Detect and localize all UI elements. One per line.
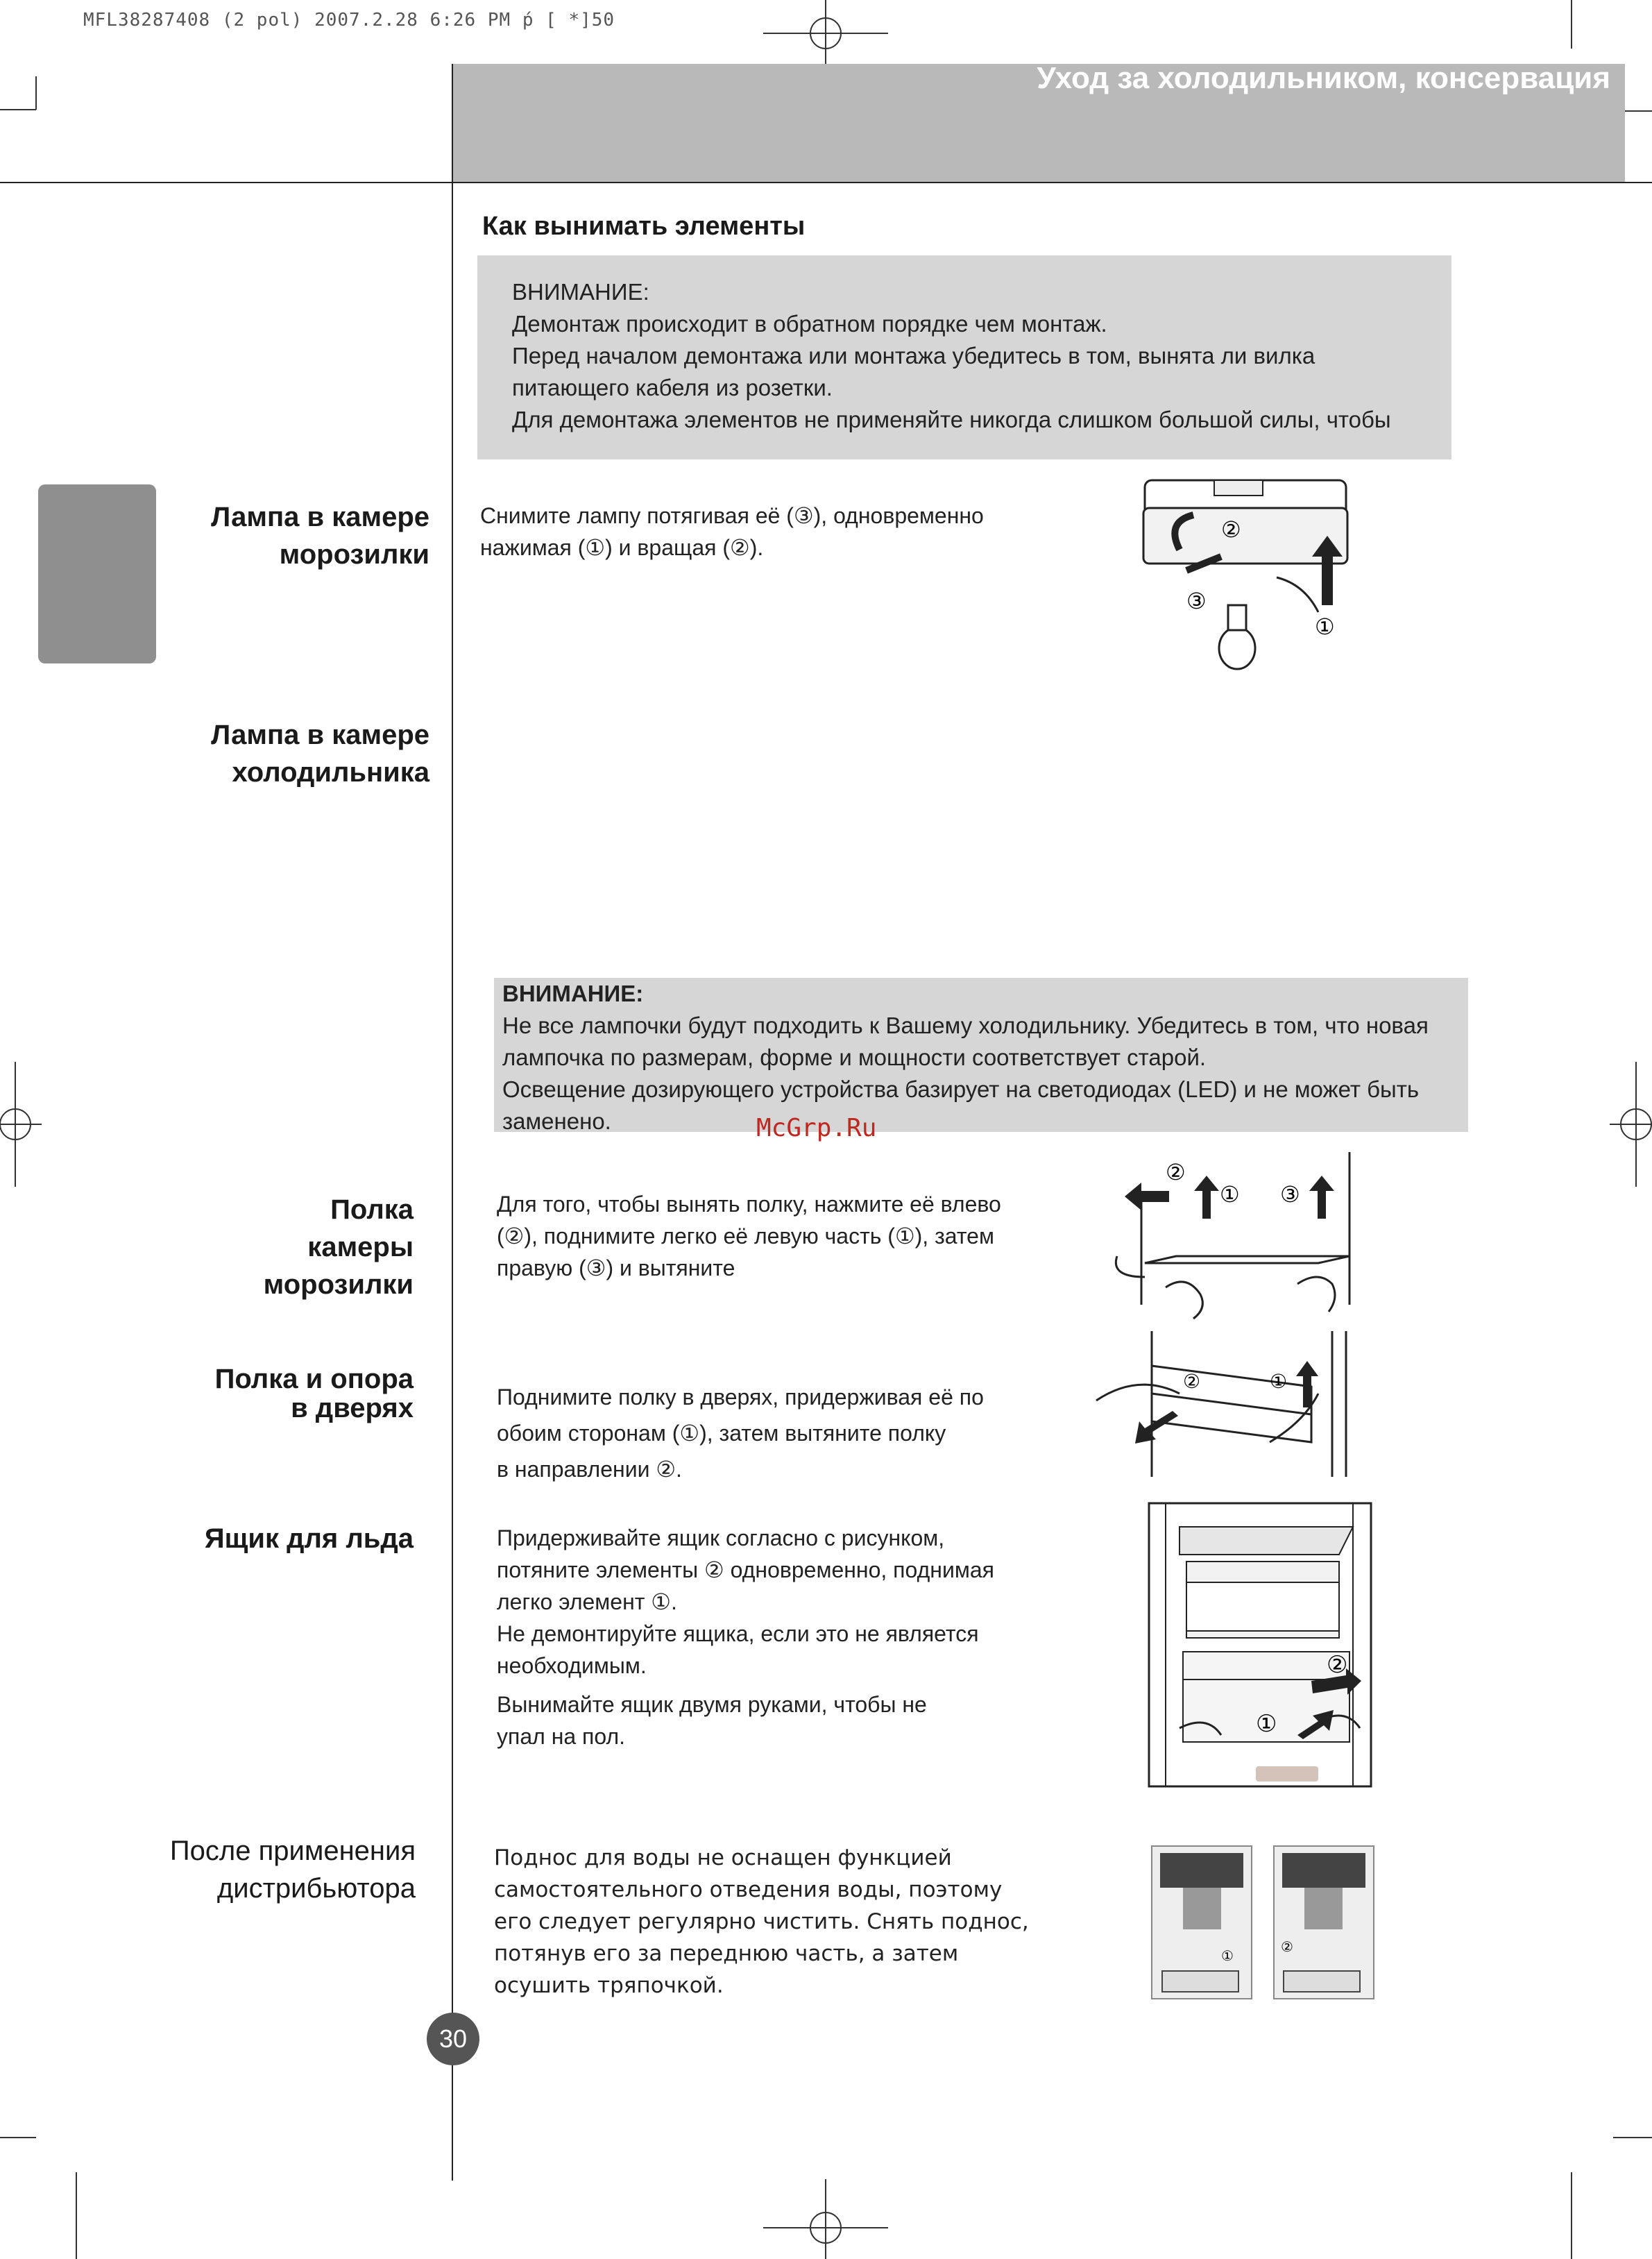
marker-two: ②	[1166, 1159, 1186, 1185]
warning-line: Для демонтажа элементов не применяйте никогда слишком большой силы, чтобы	[512, 407, 1391, 432]
note-line: ВНИМАНИЕ:	[502, 981, 644, 1006]
note-line: Освещение дозирующего устройства базирует на светодиодах (LED) и не может быть	[502, 1076, 1420, 1102]
marker-three: ③	[1280, 1181, 1300, 1208]
door-shelf-label: Полка и опора в дверях	[214, 1364, 414, 1423]
door-shelf-text: Поднимите полку в дверях, придерживая её по обоим сторонам (①), затем вытяните полку в направлении ②.	[497, 1385, 984, 1482]
marker-one: ①	[1270, 1370, 1288, 1393]
freezer-lamp-illustration	[1138, 466, 1360, 668]
marker-two: ②	[1281, 1938, 1293, 1955]
page-number: 30	[427, 2013, 479, 2065]
warning-line: питающего кабеля из розетки.	[512, 375, 833, 400]
freezer-lamp-label: Лампа в камере морозилки	[211, 502, 429, 570]
warning-line: Демонтаж происходит в обратном порядке чем монтаж.	[512, 311, 1107, 337]
door-shelf-illustration	[1082, 1331, 1360, 1477]
freezer-lamp-text: Снимите лампу потягивая её (③), одновременно нажимая (①) и вращая (②).	[480, 503, 984, 560]
dispenser-label: После применения дистрибьютора	[169, 1836, 416, 1904]
marker-one: ①	[1220, 1181, 1240, 1208]
warning-line: ВНИМАНИЕ:	[512, 279, 649, 305]
freezer-shelf-illustration	[1110, 1152, 1367, 1319]
page-header-title: Уход за холодильником, консервация	[1037, 61, 1610, 95]
column-divider	[452, 64, 453, 2181]
header-rule	[0, 182, 1652, 183]
note-line: Не все лампочки будут подходить к Вашему холодильнику. Убедитесь в том, что новая	[502, 1013, 1429, 1038]
section-tab	[38, 484, 156, 663]
watermark: McGrp.Ru	[756, 1114, 877, 1142]
marker-three: ③	[1186, 588, 1207, 614]
marker-two: ②	[1183, 1370, 1201, 1393]
marker-one: ①	[1256, 1710, 1277, 1738]
note-box	[494, 978, 1468, 1132]
ice-box-label: Ящик для льда	[204, 1523, 414, 1554]
fridge-lamp-label: Лампа в камере холодильника	[211, 720, 429, 788]
warning-box	[477, 255, 1451, 459]
section-heading: Как вынимать элементы	[482, 212, 806, 241]
note-line: лампочка по размерам, форме и мощности соответствует старой.	[502, 1044, 1207, 1070]
marker-two: ②	[1327, 1651, 1348, 1679]
warning-line: Перед началом демонтажа или монтажа убедитесь в том, вынята ли вилка	[512, 343, 1315, 369]
freezer-shelf-text: Для того, чтобы вынять полку, нажмите её влево (②), поднимите легко её левую часть (①), затем правую (③) и вытяните	[497, 1192, 1001, 1280]
dispenser-illustration	[1152, 1846, 1374, 1999]
marker-one: ①	[1221, 1947, 1234, 1964]
note-line: заменено.	[502, 1108, 611, 1134]
freezer-shelf-label: Полка камеры морозилки	[263, 1194, 414, 1300]
dispenser-text: Поднос для воды не оснащен функцией самостоятельного отведения воды, поэтому его следует регулярно чистить. Снять поднос, потянув его за переднюю часть, а затем осушить тряпочкой.	[494, 1845, 1029, 1998]
ice-box-illustration	[1145, 1499, 1381, 1791]
print-info: MFL38287408 (2 pol) 2007.2.28 6:26 PM ṕ [ *]50	[83, 10, 615, 31]
ice-box-text: Придерживайте ящик согласно с рисунком, потяните элементы ② одновременно, поднимая легко элемент ①. Не демонтируйте ящика, если это не является необходимым. Вынимайте ящик двумя руками, чтобы не упал на пол.	[497, 1525, 994, 1749]
marker-one: ①	[1315, 614, 1335, 640]
marker-two: ②	[1221, 516, 1241, 543]
